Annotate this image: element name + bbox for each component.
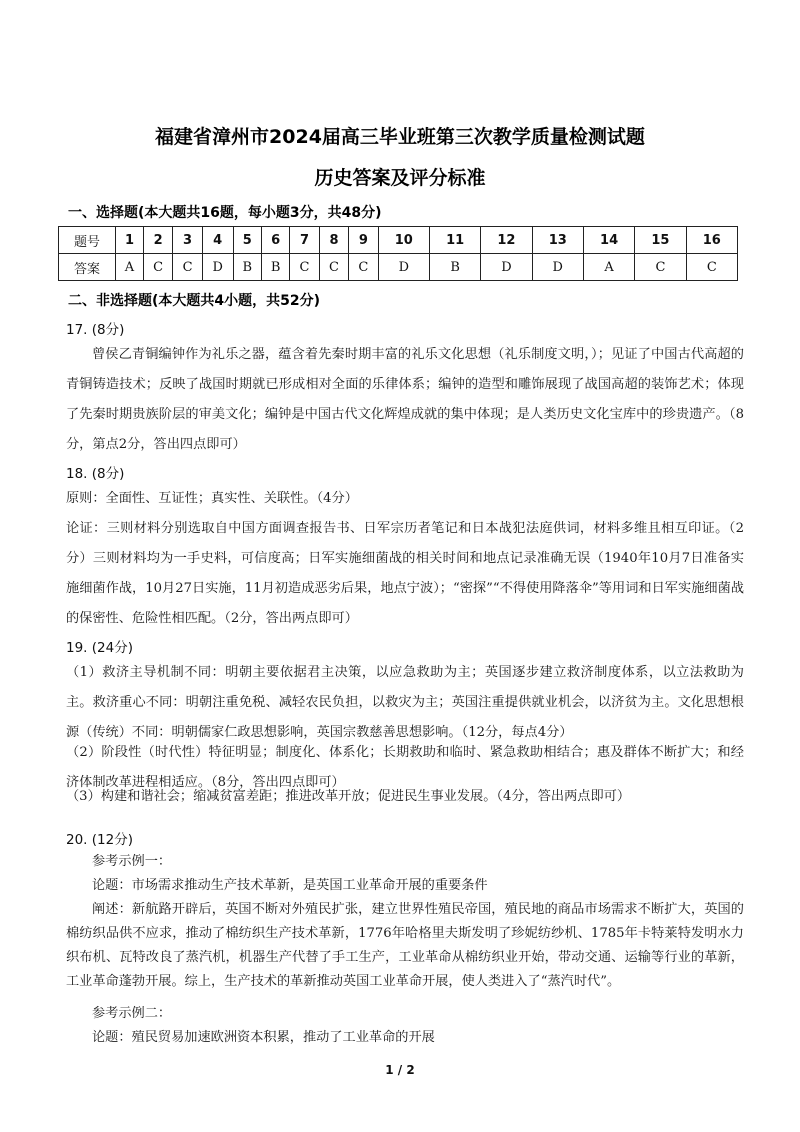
answer-cell: B — [429, 254, 480, 281]
answer-cell: A — [583, 254, 634, 281]
answer-table — [58, 226, 738, 281]
question-number-cell: 11 — [429, 227, 480, 254]
q17-heading: 17. (8分) — [66, 322, 125, 338]
answer-cell: C — [290, 254, 319, 281]
q20-example2-label: 参考示例二： — [92, 1006, 172, 1021]
question-number-cell: 15 — [635, 227, 686, 254]
section2-heading: 二、非选择题(本大题共4小题，共52分) — [68, 293, 321, 309]
answer-cell: D — [202, 254, 233, 281]
document-subtitle: 历史答案及评分标准 — [314, 167, 486, 189]
answer-cell: C — [349, 254, 378, 281]
question-number-cell: 5 — [233, 227, 261, 254]
question-number-cell: 14 — [583, 227, 634, 254]
q19-part3: （3）构建和谐社会；缩减贫富差距；推进改革开放；促进民生事业发展。（4分，答出两点即可） — [66, 789, 631, 804]
question-number-cell: 4 — [202, 227, 233, 254]
answer-cell: C — [319, 254, 348, 281]
question-number-cell: 1 — [116, 227, 144, 254]
answer-cell: C — [686, 254, 737, 281]
document-title: 福建省漳州市2024届高三毕业班第三次教学质量检测试题 — [155, 126, 645, 148]
question-number-cell: 9 — [349, 227, 378, 254]
q20-example1-body: 阐述：新航路开辟后，英国不断对外殖民扩张，建立世界性殖民帝国，殖民地的商品市场需求不断扩大，英国的棉纺织品供不应求，推动了棉纺织生产技术革新，1776年哈格里夫斯发明了珍妮纺纱机、1785年卡特莱特发明水力织布机、瓦特改良了蒸汽机，机器生产代替了手工生产，工业革命从棉纺织业开始，带动交通、运输等行业的革新，工业革命蓬勃开展。综上，生产技术的革新推动英国工业革命开展，使人类进入了“蒸汽时代”。 — [66, 902, 744, 989]
q19-heading: 19. (24分) — [66, 640, 133, 656]
question-number-cell: 2 — [143, 227, 172, 254]
question-number-cell: 7 — [290, 227, 319, 254]
question-number-cell: 10 — [378, 227, 429, 254]
row-label-number: 题号 — [59, 227, 116, 254]
question-number-cell: 16 — [686, 227, 737, 254]
question-number-cell: 12 — [481, 227, 532, 254]
answer-cell: D — [378, 254, 429, 281]
row-label-answer: 答案 — [59, 254, 116, 281]
q20-example1-label: 参考示例一： — [92, 854, 172, 869]
q20-example1-thesis: 论题：市场需求推动生产技术革新，是英国工业革命开展的重要条件 — [92, 878, 488, 893]
q18-principle: 原则：全面性、互证性；真实性、关联性。（4分） — [66, 491, 358, 506]
answer-cell: D — [481, 254, 532, 281]
question-number-cell: 3 — [173, 227, 202, 254]
answer-cell: B — [261, 254, 289, 281]
answer-table-number-row — [59, 227, 738, 254]
answer-cell: C — [173, 254, 202, 281]
answer-cell: C — [635, 254, 686, 281]
q17-answer: 曾侯乙青铜编钟作为礼乐之器，蕴含着先秦时期丰富的礼乐文化思想（礼乐制度文明，）；见证了中国古代高超的青铜铸造技术；反映了战国时期就已形成相对全面的乐律体系；编钟的造型和雕饰展现了战国高超的装饰艺术；体现了先秦时期贵族阶层的审美文化；编钟是中国古代文化辉煌成就的集中体现；是人类历史文化宝库中的珍贵遗产。（8分，第点2分，答出四点即可） — [66, 347, 744, 452]
answer-cell: D — [532, 254, 583, 281]
question-number-cell: 13 — [532, 227, 583, 254]
q19-part2: （2）阶段性（时代性）特征明显；制度化、体系化；长期救助和临时、紧急救助相结合；惠及群体不断扩大；和经济体制改革进程相适应。（8分，答出四点即可） — [66, 745, 744, 790]
answer-cell: B — [233, 254, 261, 281]
answer-cell: A — [116, 254, 144, 281]
q20-example2-thesis: 论题：殖民贸易加速欧洲资本积累，推动了工业革命的开展 — [92, 1030, 435, 1045]
question-number-cell: 6 — [261, 227, 289, 254]
page-number: 1 / 2 — [385, 1063, 415, 1077]
question-number-cell: 8 — [319, 227, 348, 254]
q18-argument: 论证：三则材料分别选取自中国方面调查报告书、日军宗历者笔记和日本战犯法庭供词，材料多维且相互印证。（2分）三则材料均为一手史料，可信度高；日军实施细菌战的相关时间和地点记录准确无误（1940年10月7日准备实施细菌作战，10月27日实施，11月初造成恶劣后果，地点宁波）；“密探”“不得使用降落伞”等用词和日军实施细菌战的保密性、危险性相匹配。（2分，答出两点即可） — [66, 521, 744, 626]
q20-heading: 20. (12分) — [66, 832, 133, 848]
section1-heading: 一、选择题(本大题共16题，每小题3分，共48分) — [68, 205, 382, 221]
q18-heading: 18. (8分) — [66, 466, 125, 482]
answer-cell: C — [143, 254, 172, 281]
q19-part1: （1）救济主导机制不同：明朝主要依据君主决策，以应急救助为主；英国逐步建立救济制度体系，以立法救助为主。救济重心不同：明朝注重免税、减轻农民负担，以救灾为主；英国注重提供就业机会，以济贫为主。文化思想根源（传统）不同：明朝儒家仁政思想影响，英国宗教慈善思想影响。（12分，每点4分） — [66, 665, 744, 740]
answer-table-answer-row — [59, 254, 738, 281]
